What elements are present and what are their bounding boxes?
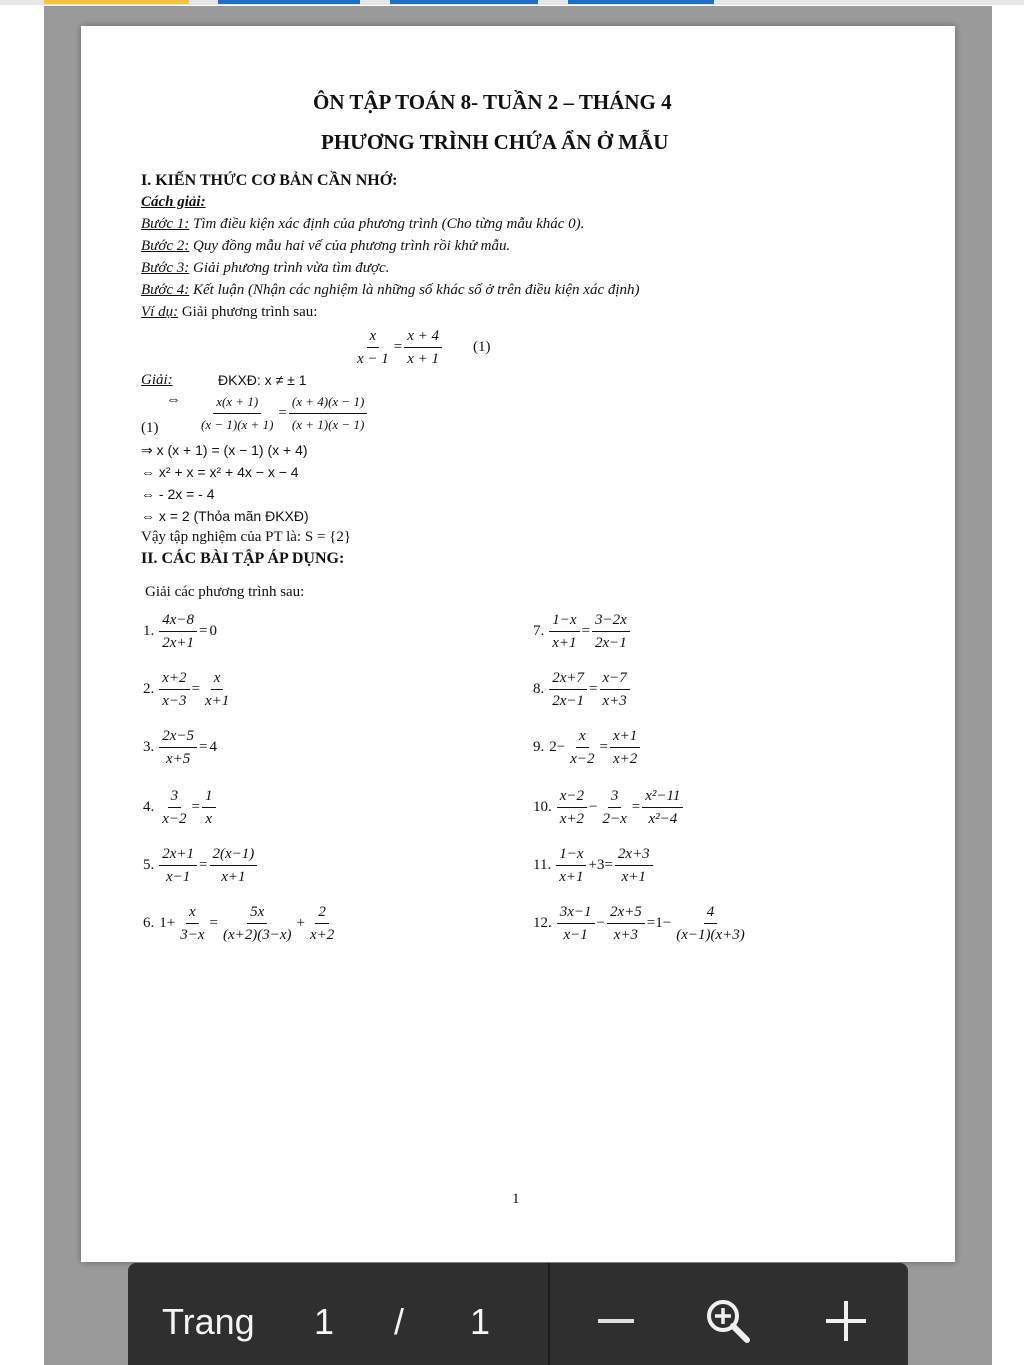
section-2-heading: II. CÁC BÀI TẬP ÁP DỤNG: — [141, 550, 345, 567]
step-2 — [141, 238, 510, 255]
numerator: x — [186, 902, 199, 924]
solution-line: ⇔ - 2x = - 4 — [141, 486, 215, 502]
numerator: 3−2x — [592, 610, 630, 632]
exercise-number: 10. — [533, 799, 552, 815]
denominator: x−1 — [563, 927, 588, 943]
denominator: x+2 — [309, 927, 335, 943]
numerator: x+2 — [159, 668, 189, 690]
numerator: 3x−1 — [557, 902, 595, 924]
plus-icon — [824, 1299, 868, 1343]
equals-sign: = — [599, 739, 608, 755]
fraction — [220, 902, 295, 945]
numerator: 2x+5 — [607, 902, 645, 924]
fraction — [289, 392, 367, 435]
denominator: x − 1 — [357, 351, 389, 367]
numerator: x²−11 — [642, 786, 683, 808]
solution-conclusion: Vậy tập nghiệm của PT là: S = {2} — [141, 529, 352, 545]
numerator: x — [576, 726, 589, 748]
example-equation — [353, 326, 491, 369]
fraction — [557, 786, 587, 829]
dkxd-condition: ĐKXĐ: x ≠ ± 1 — [218, 372, 307, 388]
exercise-3 — [143, 726, 218, 769]
solution-line: ⇒ x (x + 1) = (x − 1) (x + 4) — [141, 442, 308, 458]
denominator: x+1 — [621, 869, 646, 885]
pdf-viewer-toolbar — [128, 1263, 908, 1365]
constant: =1− — [646, 915, 672, 931]
exercise-6 — [143, 902, 338, 945]
denominator: x²−4 — [648, 811, 678, 827]
fraction — [642, 786, 683, 829]
denominator: (x−1)(x+3) — [676, 927, 745, 943]
exercise-number: 11. — [533, 857, 552, 873]
current-page-input[interactable]: 1 — [314, 1301, 335, 1342]
equivalence-arrow: ⇔ — [166, 392, 181, 408]
numerator: x+1 — [610, 726, 640, 748]
minus-icon — [596, 1301, 636, 1341]
equals-sign: = — [631, 799, 641, 815]
exercise-4 — [143, 786, 217, 829]
fraction — [159, 844, 197, 887]
solution-tag: (1) — [141, 420, 159, 436]
tab-indicator-3[interactable] — [390, 0, 538, 4]
numerator: 1−x — [549, 610, 579, 632]
fraction — [210, 844, 258, 887]
toolbar-divider — [548, 1263, 550, 1365]
fraction — [198, 392, 276, 435]
equals-sign: = — [209, 915, 218, 931]
numerator: 2x+7 — [549, 668, 587, 690]
fraction — [557, 902, 595, 945]
numerator: 2 — [315, 902, 329, 924]
numerator: 1−x — [556, 844, 586, 866]
constant: 1+ — [159, 915, 176, 931]
numerator: 4x−8 — [159, 610, 197, 632]
fraction — [177, 902, 207, 945]
exercise-1 — [143, 610, 218, 653]
numerator: 4 — [704, 902, 718, 924]
total-pages: 1 — [470, 1301, 491, 1342]
example-label: Ví dụ: — [141, 304, 179, 320]
numerator: 2(x−1) — [210, 844, 258, 866]
step-label: Bước 3: — [141, 260, 190, 276]
exercise-2 — [143, 668, 233, 711]
equals-sign: = — [191, 681, 200, 697]
equals-sign: = — [581, 623, 590, 639]
fraction — [549, 668, 587, 711]
denominator: x+5 — [166, 751, 191, 767]
browser-tab-strip — [0, 0, 1024, 5]
doc-title: ÔN TẬP TOÁN 8- TUẦN 2 – THÁNG 4 — [313, 90, 672, 114]
plus-sign: + — [296, 915, 305, 931]
constant: 0 — [209, 623, 217, 639]
equals-sign: = — [393, 339, 403, 355]
exercise-5 — [143, 844, 258, 887]
numerator: x — [211, 668, 224, 690]
fraction — [556, 844, 586, 887]
fraction — [673, 902, 748, 945]
denominator: x+3 — [613, 927, 639, 943]
step-text: Kết luận (Nhận các nghiệm là những số khác số ở trên điều kiện xác định) — [189, 282, 640, 298]
fraction — [159, 786, 189, 829]
equals-sign: = — [199, 623, 208, 639]
denominator: x−2 — [162, 811, 187, 827]
numerator: (x + 4)(x − 1) — [289, 392, 367, 414]
numerator: 2x−5 — [159, 726, 197, 748]
tab-indicator-4[interactable] — [568, 0, 714, 4]
fraction — [600, 668, 630, 711]
denominator: x — [205, 811, 213, 827]
numerator: 2x+1 — [159, 844, 197, 866]
page-label: Trang — [162, 1301, 255, 1342]
pdf-page — [81, 26, 955, 1262]
fraction — [202, 786, 216, 829]
zoom-out-button[interactable] — [586, 1291, 646, 1351]
fraction — [202, 668, 232, 711]
fraction — [159, 668, 189, 711]
denominator: x−2 — [570, 751, 595, 767]
constant: 2− — [549, 739, 566, 755]
step-text: Giải phương trình vừa tìm được. — [189, 260, 390, 276]
page-separator: / — [394, 1301, 405, 1342]
fraction — [307, 902, 337, 945]
exercise-number: 9. — [533, 739, 545, 755]
numerator: 3 — [608, 786, 622, 808]
denominator: 3−x — [180, 927, 205, 943]
denominator: x+1 — [205, 693, 230, 709]
exercise-number: 8. — [533, 681, 545, 697]
equals-sign: = — [589, 681, 598, 697]
equation-tag: (1) — [473, 339, 491, 355]
exercise-11 — [533, 844, 654, 887]
step-1 — [141, 216, 584, 233]
fraction — [404, 326, 442, 369]
equals-sign: = — [191, 799, 200, 815]
denominator: x + 1 — [407, 351, 440, 367]
step-text: Quy đồng mẫu hai vế của phương trình rồi khử mẫu. — [189, 238, 511, 254]
exercise-number: 5. — [143, 857, 155, 873]
numerator: x — [367, 326, 380, 348]
denominator: 2x−1 — [552, 693, 585, 709]
fraction — [607, 902, 645, 945]
denominator: x+2 — [559, 811, 585, 827]
tab-indicator-1[interactable] — [44, 0, 189, 4]
numerator: 2x+3 — [615, 844, 653, 866]
numerator: x(x + 1) — [213, 392, 261, 414]
denominator: x−3 — [162, 693, 187, 709]
denominator: (x − 1)(x + 1) — [201, 417, 274, 432]
solution-line-1 — [165, 392, 368, 435]
denominator: x+1 — [552, 635, 577, 651]
equals-sign: = — [278, 405, 287, 421]
denominator: 2x+1 — [162, 635, 195, 651]
step-label: Bước 2: — [141, 238, 190, 254]
section-1-heading: I. KIẾN THỨC CƠ BẢN CẦN NHỚ: — [141, 172, 398, 189]
numerator: 1 — [202, 786, 216, 808]
minus-sign: − — [589, 799, 598, 815]
equals-sign: = — [199, 857, 208, 873]
denominator: x+2 — [612, 751, 638, 767]
solution-line: ⇔ x² + x = x² + 4x − x − 4 — [141, 464, 299, 480]
fraction — [549, 610, 579, 653]
exercise-7 — [533, 610, 631, 653]
exercise-8 — [533, 668, 631, 711]
exercise-number: 6. — [143, 915, 155, 931]
fraction — [567, 726, 597, 769]
exercise-intro: Giải các phương trình sau: — [145, 584, 305, 600]
fraction — [615, 844, 653, 887]
step-4 — [141, 282, 640, 299]
fraction — [159, 610, 197, 653]
exercise-number: 2. — [143, 681, 155, 697]
fraction — [600, 786, 630, 829]
denominator: x−1 — [166, 869, 191, 885]
example-line — [141, 304, 317, 321]
exercise-number: 4. — [143, 799, 155, 815]
denominator: 2−x — [602, 811, 627, 827]
denominator: (x+2)(3−x) — [222, 927, 292, 943]
denominator: x+3 — [602, 693, 627, 709]
exercise-12 — [533, 902, 749, 945]
numerator: x−2 — [557, 786, 587, 808]
fraction — [610, 726, 640, 769]
tab-indicator-2[interactable] — [218, 0, 360, 4]
minus-sign: − — [596, 915, 605, 931]
solution-label: Giải: — [141, 372, 173, 388]
numerator: x + 4 — [404, 326, 442, 348]
fraction — [159, 726, 197, 769]
step-text: Tìm điều kiện xác định của phương trình (Cho từng mẫu khác 0). — [189, 216, 585, 232]
constant: +3= — [588, 857, 613, 873]
zoom-in-button[interactable] — [816, 1291, 876, 1351]
magnifier-plus-icon — [702, 1295, 754, 1347]
step-label: Bước 4: — [141, 282, 190, 298]
page-number: 1 — [512, 1191, 520, 1207]
numerator: 3 — [168, 786, 182, 808]
equals-sign: = — [199, 739, 208, 755]
fraction — [592, 610, 630, 653]
denominator: 2x−1 — [595, 635, 627, 651]
step-3 — [141, 260, 389, 277]
exercise-number: 7. — [533, 623, 545, 639]
exercise-9 — [533, 726, 641, 769]
exercise-number: 1. — [143, 623, 155, 639]
numerator: 5x — [247, 902, 267, 924]
method-label: Cách giải: — [141, 194, 206, 210]
zoom-fit-button[interactable] — [698, 1291, 758, 1351]
constant: 4 — [209, 739, 217, 755]
example-text: Giải phương trình sau: — [178, 304, 318, 320]
exercise-10 — [533, 786, 684, 829]
fraction — [354, 326, 392, 369]
denominator: (x + 1)(x − 1) — [291, 417, 365, 432]
denominator: x+1 — [221, 869, 246, 885]
exercise-number: 12. — [533, 915, 552, 931]
numerator: x−7 — [600, 668, 630, 690]
solution-line: ⇔ x = 2 (Thỏa mãn ĐKXĐ) — [141, 508, 309, 524]
exercise-number: 3. — [143, 739, 155, 755]
doc-subtitle: PHƯƠNG TRÌNH CHỨA ẨN Ở MẪU — [321, 130, 669, 154]
step-label: Bước 1: — [141, 216, 190, 232]
denominator: x+1 — [559, 869, 584, 885]
